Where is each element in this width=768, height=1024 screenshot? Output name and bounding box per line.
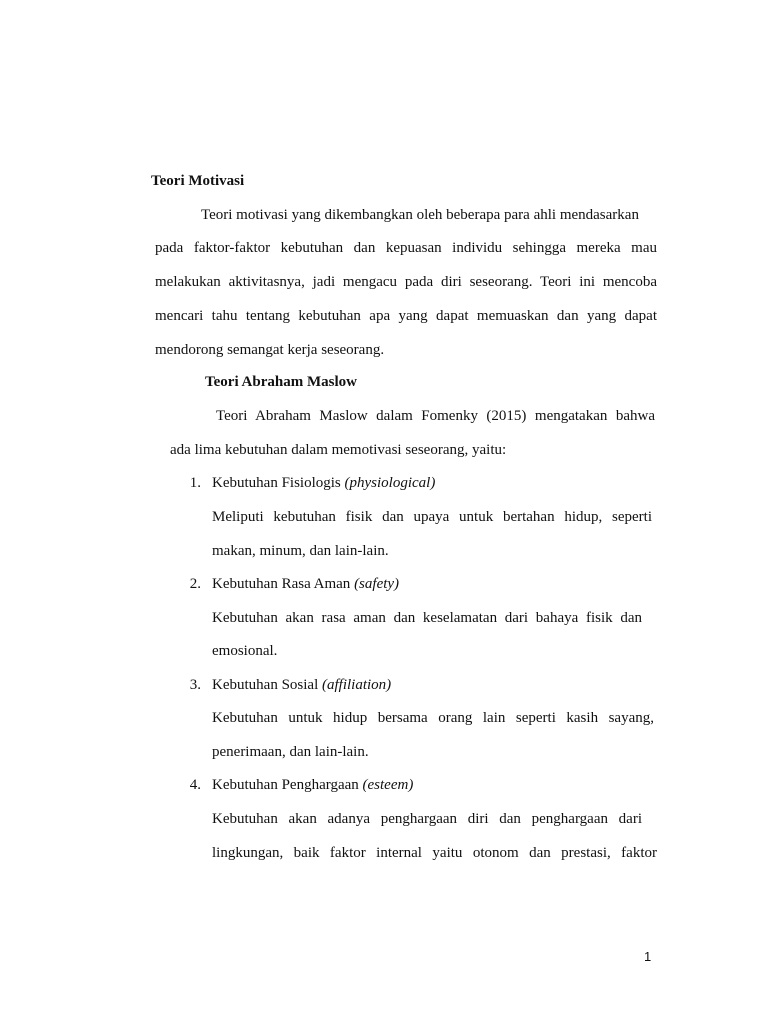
list-item-term: (esteem) [362,777,414,793]
list-item-title [212,775,413,795]
intro-line-2: pada faktor-faktor kebutuhan dan kepuasan individu sehingga mereka mau [155,240,657,256]
list-item-number: 4. [189,777,201,793]
page-heading: Teori Motivasi [151,173,245,189]
list-item-term: (safety) [354,576,400,592]
list-item-desc-line: Kebutuhan akan adanya penghargaan diri dan penghargaan dari [212,811,642,827]
intro-line-3: melakukan aktivitasnya, jadi mengacu pada diri seseorang. Teori ini mencoba [155,274,657,290]
list-item-title-text: Kebutuhan Penghargaan [212,777,363,793]
list-item-title-text: Kebutuhan Rasa Aman [212,576,355,592]
page-number: 1 [644,949,652,964]
list-item-title-text: Kebutuhan Sosial [212,677,322,693]
maslow-line-1: Teori Abraham Maslow dalam Fomenky (2015) mengatakan bahwa [216,408,655,424]
list-item-title-text: Kebutuhan Fisiologis [212,475,345,491]
list-item-desc-line: penerimaan, dan lain-lain. [212,744,369,760]
intro-line-5: mendorong semangat kerja seseorang. [155,342,385,358]
list-item-title [212,675,391,695]
list-item-desc-line: emosional. [212,643,278,659]
intro-line-4: mencari tahu tentang kebutuhan apa yang dapat memuaskan dan yang dapat [155,308,657,324]
list-item-desc-line: makan, minum, dan lain-lain. [212,543,389,559]
list-item-number: 3. [189,677,201,693]
section-subheading: Teori Abraham Maslow [205,374,357,390]
list-item-desc-line: Kebutuhan akan rasa aman dan keselamatan dari bahaya fisik dan [212,610,642,626]
list-item-desc-line: lingkungan, baik faktor internal yaitu otonom dan prestasi, faktor [212,845,657,861]
list-item-title [212,473,435,493]
intro-line-1: Teori motivasi yang dikembangkan oleh beberapa para ahli mendasarkan [201,207,639,223]
list-item-desc-line: Kebutuhan untuk hidup bersama orang lain seperti kasih sayang, [212,710,654,726]
list-item-title [212,574,399,594]
list-item-term: (physiological) [344,475,436,491]
maslow-line-2: ada lima kebutuhan dalam memotivasi seseorang, yaitu: [170,442,507,458]
list-item-term: (affiliation) [322,677,392,693]
list-item-desc-line: Meliputi kebutuhan fisik dan upaya untuk bertahan hidup, seperti [212,509,652,525]
list-item-number: 1. [189,475,201,491]
list-item-number: 2. [189,576,201,592]
